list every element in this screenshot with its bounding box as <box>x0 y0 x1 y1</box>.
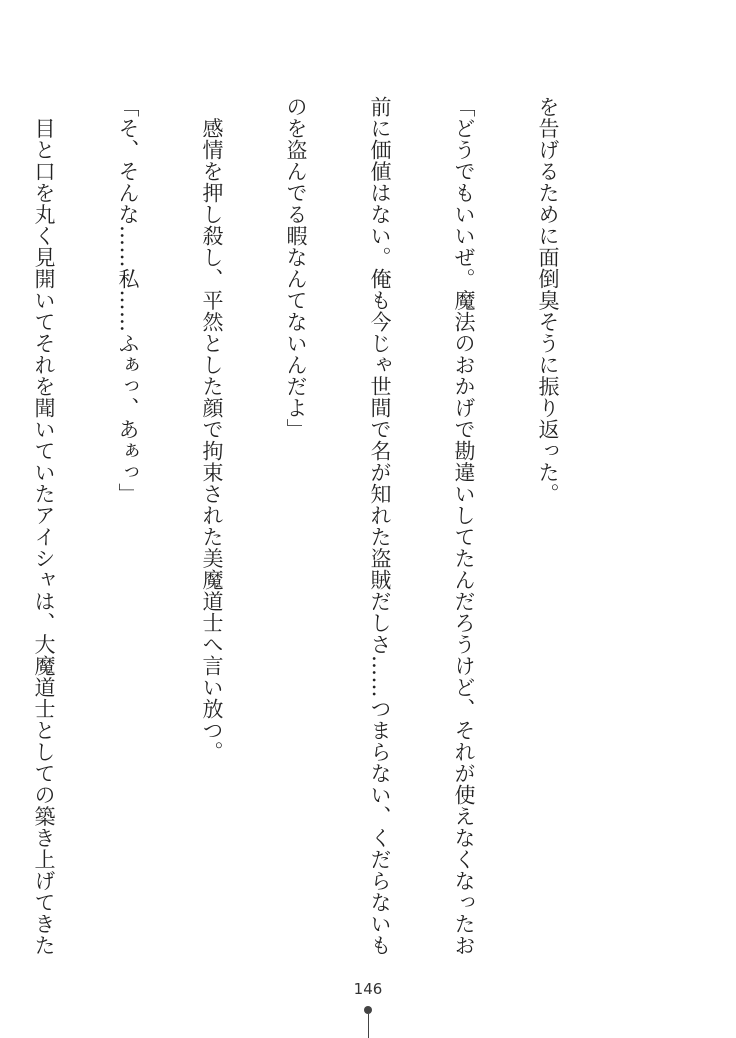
text-line: 「そ、そんな……私……ふぁっ、あぁっ」 <box>116 96 140 505</box>
page-number: 146 <box>353 980 383 998</box>
text-line: 前に価値はない。俺も今じゃ世間で名が知れた盗賊だしさ……つまらない、くだらないも <box>368 96 392 956</box>
text-line: を告げるために面倒臭そうに振り返った。 <box>536 96 560 505</box>
marker-stem <box>368 1014 369 1038</box>
page-marker-icon <box>364 1006 372 1038</box>
vertical-text-block <box>0 96 618 956</box>
text-line: 目と口を丸く見開いてそれを聞いていたアイシャは、大魔道士としての築き上げてきた <box>32 96 56 956</box>
text-line: のを盗んでる暇なんてないんだよ」 <box>284 96 308 440</box>
text-line: 感情を押し殺し、平然とした顔で拘束された美魔道士へ言い放つ。 <box>200 96 224 763</box>
marker-dot <box>364 1006 372 1014</box>
text-line: 「どうでもいいぜ。魔法のおかげで勘違いしてたんだろうけど、それが使えなくなったお <box>452 96 476 956</box>
